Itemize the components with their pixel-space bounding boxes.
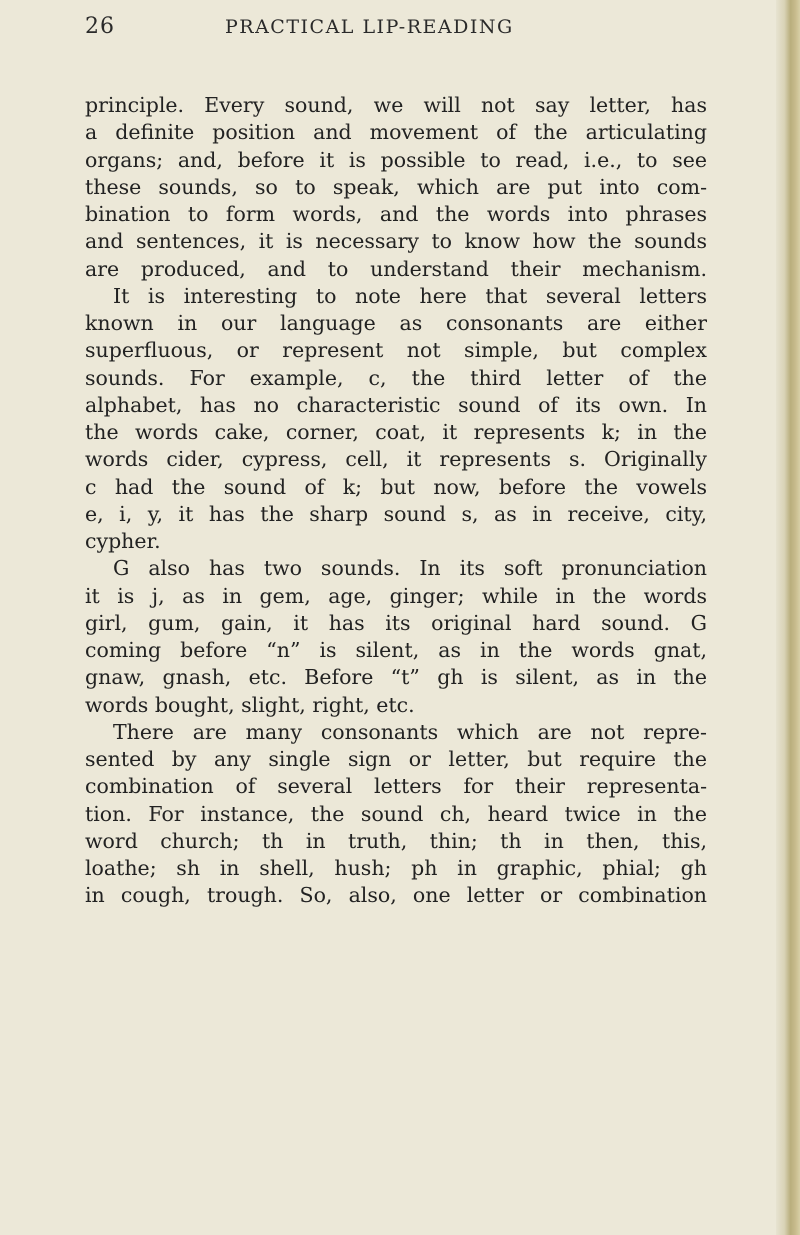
text-line: bination to form words, and the words into phrases xyxy=(85,202,707,226)
text-line: organs; and, before it is possible to read, i.e., to see xyxy=(85,147,707,172)
text-line: cypher. xyxy=(85,529,161,553)
text-line: known in our language as consonants are either xyxy=(85,311,707,335)
text-line: loathe; sh in shell, hush; ph in graphic, phial; gh xyxy=(85,856,707,880)
text-line: it is j, as in gem, age, ginger; while in the words xyxy=(85,583,707,608)
running-head: PRACTICAL LIP-READING xyxy=(225,16,514,38)
body-text xyxy=(85,92,707,910)
text-line: in cough, trough. So, also, one letter or combination xyxy=(85,883,707,908)
text-line: a definite position and movement of the articulating xyxy=(85,120,707,145)
text-line: tion. For instance, the sound ch, heard twice in the xyxy=(85,801,707,826)
text-line: combination of several letters for their representa- xyxy=(85,774,707,799)
text-line: e, i, y, it has the sharp sound s, as in receive, city, xyxy=(85,501,707,526)
text-line: words cider, cypress, cell, it represents s. Originally xyxy=(85,447,707,472)
page-number: 26 xyxy=(85,14,115,39)
text-line: superfluous, or represent not simple, but complex xyxy=(85,338,707,363)
text-line: these sounds, so to speak, which are put into com- xyxy=(85,174,707,199)
page-header xyxy=(85,12,685,46)
text-line: sounds. For example, c, the third letter of the xyxy=(85,365,707,390)
text-line: word church; th in truth, thin; th in then, this, xyxy=(85,828,707,853)
text-line: c had the sound of k; but now, before the vowels xyxy=(85,474,707,499)
text-line: girl, gum, gain, it has its original hard sound. G xyxy=(85,610,707,635)
text-line: gnaw, gnash, etc. Before “t” gh is silent, as in the xyxy=(85,665,707,690)
text-line: are produced, and to understand their mechanism. xyxy=(85,256,707,281)
text-line: There are many consonants which are not repre- xyxy=(113,719,707,744)
text-line: principle. Every sound, we will not say letter, has xyxy=(85,93,707,117)
text-line: alphabet, has no characteristic sound of its own. In xyxy=(85,392,707,417)
text-line: coming before “n” is silent, as in the words gnat, xyxy=(85,638,707,662)
text-line: and sentences, it is necessary to know how the sounds xyxy=(85,229,707,254)
page-edge-shadow xyxy=(776,0,800,1235)
text-line: sented by any single sign or letter, but require the xyxy=(85,747,707,771)
text-line: the words cake, corner, coat, it represents k; in the xyxy=(85,420,707,444)
text-line: It is interesting to note here that several letters xyxy=(113,283,707,308)
text-line: words bought, slight, right, etc. xyxy=(85,692,415,717)
text-line: G also has two sounds. In its soft pronunciation xyxy=(113,556,707,581)
